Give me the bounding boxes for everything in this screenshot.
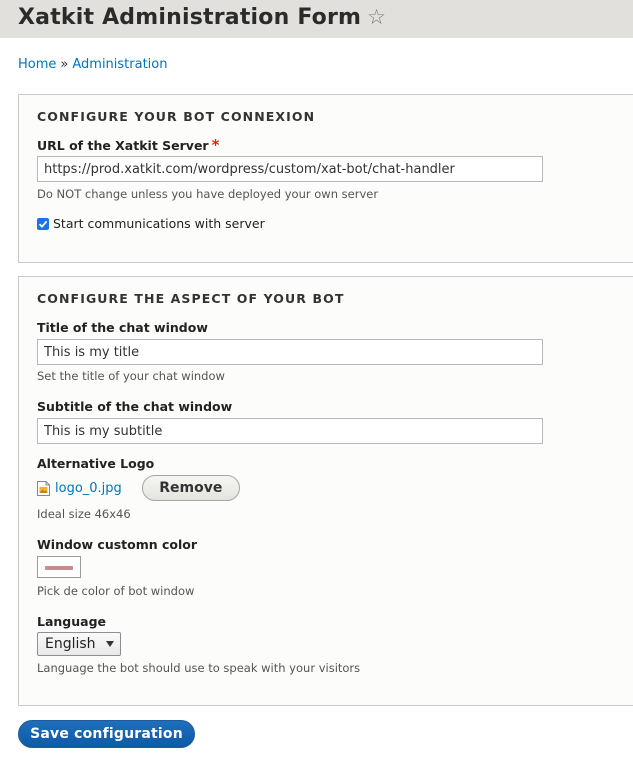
window-subtitle-input[interactable]: [37, 418, 543, 444]
start-communications-row[interactable]: [37, 216, 265, 231]
server-url-label-text: URL of the Xatkit Server: [37, 138, 209, 153]
required-marker: *: [211, 136, 220, 154]
alternative-logo-label: Alternative Logo: [37, 456, 155, 471]
checkmark-icon: [38, 219, 48, 229]
logo-file-row: [37, 475, 240, 501]
window-title-input[interactable]: [37, 339, 543, 365]
window-subtitle-label: Subtitle of the chat window: [37, 399, 233, 414]
language-select[interactable]: [37, 632, 121, 656]
start-communications-checkbox[interactable]: [37, 218, 49, 230]
page-title: [18, 5, 386, 30]
save-configuration-button[interactable]: Save configuration: [18, 720, 195, 748]
language-description: Language the bot should use to speak with your visitors: [37, 661, 361, 675]
breadcrumb: [18, 57, 168, 72]
window-color-description: Pick de color of bot window: [37, 584, 195, 598]
star-icon[interactable]: ☆: [367, 5, 387, 29]
page-title-text: Xatkit Administration Form: [18, 5, 362, 30]
logo-file-link[interactable]: logo_0.jpg: [55, 480, 122, 496]
color-preview-bar: [45, 566, 73, 570]
start-communications-label: Start communications with server: [53, 216, 265, 231]
aspect-fieldset: [18, 276, 633, 706]
server-url-description: Do NOT change unless you have deployed your own server: [37, 187, 379, 201]
breadcrumb-separator: »: [60, 57, 69, 72]
language-selected-value: English: [45, 636, 96, 652]
window-color-label: Window customn color: [37, 537, 198, 552]
logo-description: Ideal size 46x46: [37, 507, 131, 521]
aspect-legend: CONFIGURE THE ASPECT OF YOUR BOT: [37, 291, 345, 306]
remove-logo-button[interactable]: Remove: [142, 475, 240, 501]
server-url-input[interactable]: [37, 156, 543, 182]
breadcrumb-home-link[interactable]: Home: [18, 57, 57, 72]
window-color-picker[interactable]: [37, 556, 81, 578]
image-file-icon: [37, 481, 50, 496]
title-bar: [0, 0, 633, 38]
dropdown-arrow-icon: [106, 641, 114, 647]
connexion-legend: CONFIGURE YOUR BOT CONNEXION: [37, 109, 316, 124]
language-label: Language: [37, 614, 107, 629]
server-url-label: [37, 136, 219, 154]
connexion-fieldset: [18, 94, 633, 263]
breadcrumb-administration-link[interactable]: Administration: [72, 57, 168, 72]
window-title-description: Set the title of your chat window: [37, 369, 225, 383]
window-title-label: Title of the chat window: [37, 320, 208, 335]
